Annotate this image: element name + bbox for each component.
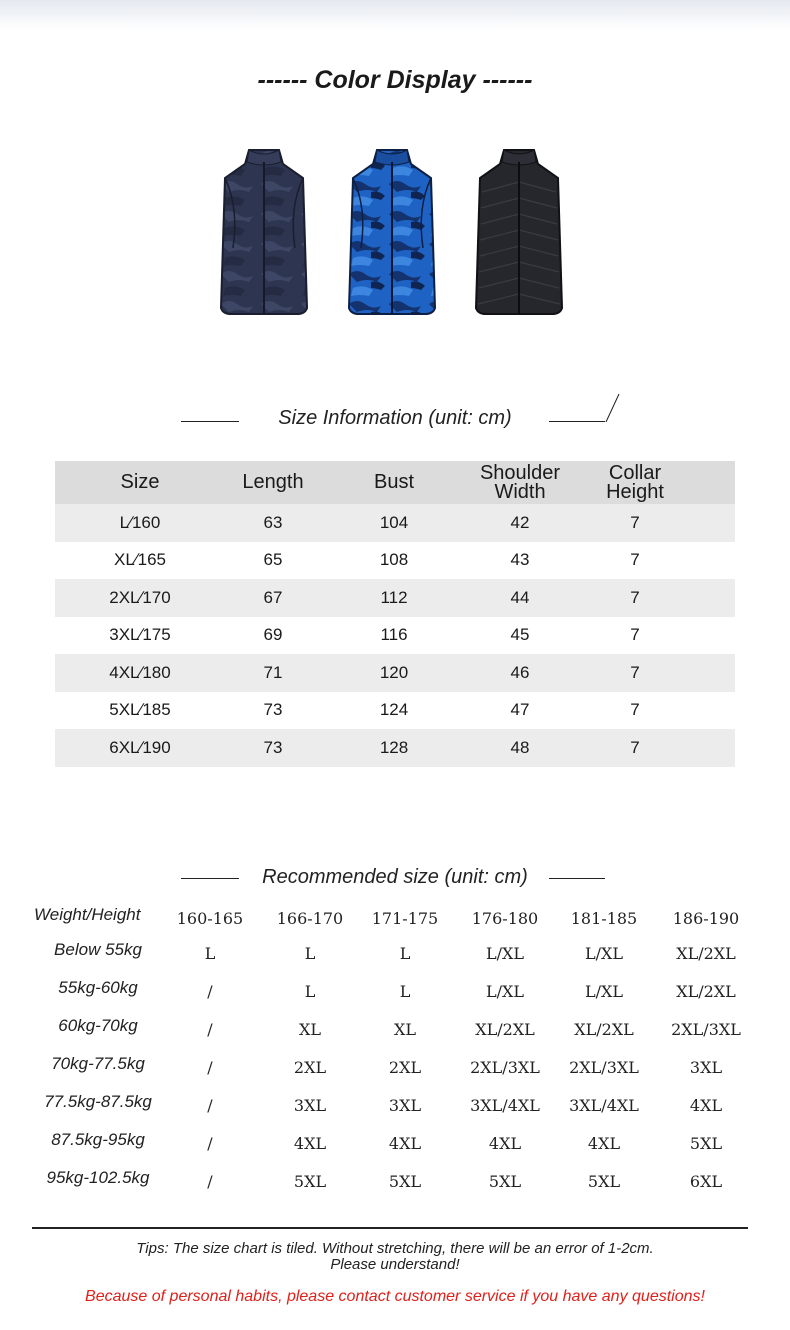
recommended-size-cell: 4XL (488, 1133, 522, 1153)
bust-cell: 124 (379, 700, 409, 720)
recommended-size-cell: 3XL (689, 1057, 723, 1077)
weight-range-label: 70kg-77.5kg (51, 1054, 145, 1073)
recommended-size-cell: 6XL (689, 1171, 723, 1191)
shoulder-width-cell: 44 (510, 587, 530, 607)
recommended-size-cell: XL (393, 1019, 416, 1039)
recommended-size-cell: 5XL (587, 1171, 621, 1191)
header-collar-height (580, 461, 690, 504)
weight-range-label: 60kg-70kg (58, 1016, 138, 1035)
header-shoulder-line1: Shoulder (479, 461, 561, 484)
recommended-size-cell: / (207, 1171, 213, 1191)
recommended-size-cell: / (207, 1095, 213, 1115)
bust-cell: 120 (379, 662, 409, 682)
recommended-header-cell: 181-185 (570, 908, 638, 928)
length-cell: 69 (263, 625, 283, 645)
collar-height-cell: 7 (630, 512, 640, 532)
recommended-title: Recommended size (unit: cm) (262, 866, 528, 888)
recommended-size-cell: L (399, 981, 411, 1001)
shoulder-width-cell: 43 (510, 550, 530, 570)
recommended-size-cell: 2XL/3XL (569, 1057, 639, 1077)
recommended-size-cell: / (207, 1057, 213, 1077)
size-cell: 5XL∕185 (109, 700, 171, 720)
recommended-row (30, 934, 760, 972)
collar-height-cell: 7 (630, 550, 640, 570)
tips-line1: Tips: The size chart is tiled. Without stretching, there will be an error of 1-2cm. (136, 1240, 654, 1257)
length-cell: 73 (263, 700, 283, 720)
footer-divider (32, 1227, 748, 1229)
recommended-row (30, 972, 760, 1010)
recommended-size-cell: 2XL (388, 1057, 422, 1077)
length-cell: 63 (263, 512, 283, 532)
vest-blue-camo-icon (347, 148, 437, 316)
recommended-size-cell: L (204, 943, 216, 963)
weight-range-label: 87.5kg-95kg (51, 1130, 145, 1149)
length-cell: 65 (263, 550, 283, 570)
header-size: Size (120, 471, 160, 493)
collar-height-cell: 7 (630, 662, 640, 682)
recommended-size-table (30, 905, 760, 1212)
size-table-row (55, 729, 735, 767)
length-cell: 71 (263, 662, 283, 682)
header-collar-line1: Collar (608, 461, 662, 484)
vest-black-quilted-icon (474, 148, 564, 316)
bust-cell: 116 (380, 625, 408, 645)
tips-text (60, 1241, 730, 1273)
shoulder-width-cell: 47 (510, 700, 530, 720)
shoulder-width-cell: 48 (510, 737, 530, 757)
recommended-size-cell: 3XL (388, 1095, 422, 1115)
length-cell: 67 (263, 587, 283, 607)
weight-range-label: 95kg-102.5kg (46, 1168, 150, 1187)
slash-mark-icon (603, 392, 623, 424)
shoulder-width-cell: 42 (510, 512, 530, 532)
bust-cell: 108 (379, 550, 409, 570)
collar-height-cell: 7 (630, 625, 640, 645)
recommended-row (30, 1048, 760, 1086)
recommended-size-cell: 2XL (293, 1057, 327, 1077)
shoulder-width-cell: 46 (510, 662, 530, 682)
recommended-size-cell: XL/2XL (475, 1019, 535, 1039)
header-shoulder-line2: Width (494, 480, 546, 503)
recommended-header-cell: 176-180 (471, 908, 539, 928)
weight-range-label: 77.5kg-87.5kg (44, 1092, 152, 1111)
recommended-size-cell: 3XL/4XL (470, 1095, 540, 1115)
recommended-size-cell: L/XL (485, 981, 525, 1001)
size-cell: L∕160 (119, 512, 161, 532)
collar-height-cell: 7 (630, 700, 640, 720)
recommended-size-cell: 4XL (388, 1133, 422, 1153)
recommended-size-cell: 3XL (293, 1095, 327, 1115)
recommended-size-cell: XL/2XL (676, 981, 736, 1001)
recommended-size-cell: 5XL (689, 1133, 723, 1153)
recommended-size-cell: 5XL (293, 1171, 327, 1191)
size-information-table (55, 461, 735, 767)
recommended-size-cell: / (207, 1019, 213, 1039)
size-table-row (55, 542, 735, 580)
recommended-size-cell: XL (298, 1019, 321, 1039)
weight-range-label: 55kg-60kg (58, 978, 138, 997)
header-shoulder-width (460, 461, 580, 504)
collar-height-cell: 7 (630, 587, 640, 607)
recommended-size-cell: XL/2XL (676, 943, 736, 963)
recommended-header-cell: 171-175 (371, 908, 439, 928)
recommended-header-row (30, 896, 760, 934)
recommended-size-cell: / (207, 1133, 213, 1153)
recommended-row (30, 1124, 760, 1162)
vest-dark-navy-camo-icon (219, 148, 309, 316)
recommended-size-cell: 4XL (587, 1133, 621, 1153)
recommended-size-cell: 2XL/3XL (671, 1019, 741, 1039)
recommended-header-cell: 186-190 (672, 908, 740, 928)
size-cell: 2XL∕170 (109, 587, 171, 607)
bust-cell: 104 (379, 512, 409, 532)
size-cell: 4XL∕180 (109, 662, 171, 682)
size-table-row (55, 654, 735, 692)
color-display-title: ------ Color Display ------ (257, 66, 533, 94)
header-collar-line2: Height (606, 480, 664, 503)
recommended-title-right-rule (549, 878, 605, 879)
recommended-size-cell: L (399, 943, 411, 963)
recommended-size-cell: 2XL/3XL (470, 1057, 540, 1077)
recommended-size-cell: 5XL (488, 1171, 522, 1191)
recommended-size-cell: L/XL (584, 943, 624, 963)
tips-line2: Please understand! (330, 1256, 460, 1273)
collar-height-cell: 7 (630, 737, 640, 757)
top-sky-banner (0, 0, 790, 30)
recommended-size-cell: / (207, 981, 213, 1001)
shoulder-width-cell: 45 (510, 625, 530, 645)
size-cell: 3XL∕175 (109, 625, 171, 645)
recommended-size-cell: 3XL/4XL (569, 1095, 639, 1115)
size-cell: XL∕165 (114, 550, 166, 570)
header-bust: Bust (373, 471, 415, 493)
recommended-header-cell: 166-170 (276, 908, 344, 928)
recommended-header-label: Weight/Height (34, 905, 141, 924)
recommended-row (30, 1010, 760, 1048)
size-table-row (55, 504, 735, 542)
size-table-header (55, 461, 735, 504)
customer-service-warning: Because of personal habits, please contact customer service if you have any questions! (85, 1288, 705, 1305)
size-table-row (55, 692, 735, 730)
recommended-size-cell: 4XL (689, 1095, 723, 1115)
size-cell: 6XL∕190 (109, 737, 171, 757)
header-length: Length (242, 471, 304, 493)
recommended-size-cell: L/XL (485, 943, 525, 963)
recommended-header-cell: 160-165 (176, 908, 244, 928)
bust-cell: 128 (379, 737, 409, 757)
recommended-size-cell: 4XL (293, 1133, 327, 1153)
weight-range-label: Below 55kg (54, 940, 142, 959)
recommended-size-cell: L (304, 943, 316, 963)
bust-cell: 112 (380, 587, 408, 607)
recommended-size-cell: L (304, 981, 316, 1001)
recommended-row (30, 1086, 760, 1124)
size-table-row (55, 579, 735, 617)
recommended-size-cell: 5XL (388, 1171, 422, 1191)
length-cell: 73 (263, 737, 283, 757)
size-info-title: Size Information (unit: cm) (278, 407, 512, 429)
size-table-row (55, 617, 735, 655)
recommended-size-cell: XL/2XL (574, 1019, 634, 1039)
recommended-row (30, 1162, 760, 1200)
size-title-right-rule (549, 421, 605, 422)
recommended-size-cell: L/XL (584, 981, 624, 1001)
